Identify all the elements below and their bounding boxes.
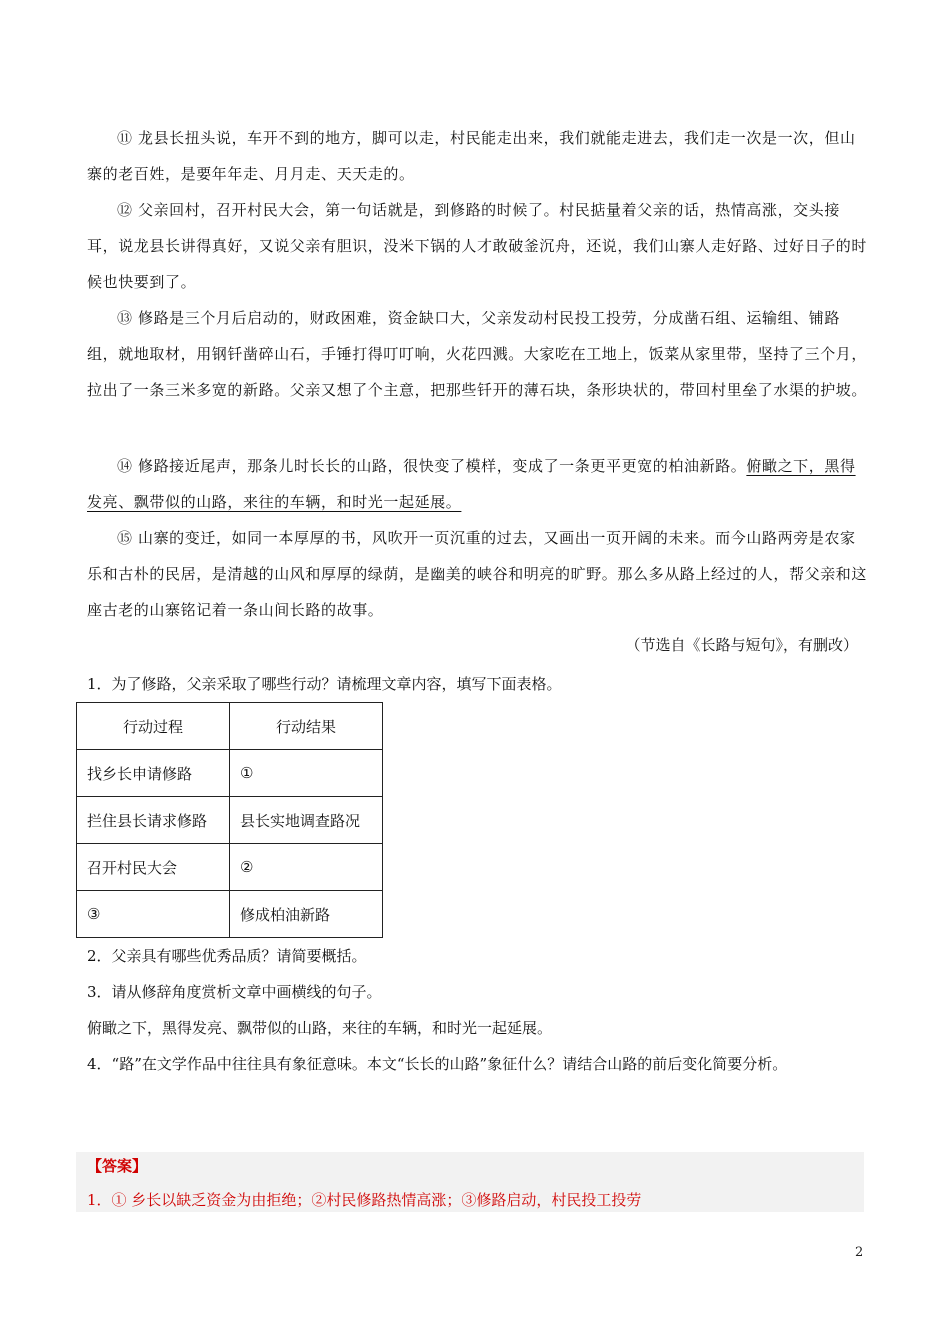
question-1: 1．为了修路，父亲采取了哪些行动？请梳理文章内容，填写下面表格。 — [87, 675, 562, 693]
paragraph-11: ⑪ 龙县长扭头说，车开不到的地方，脚可以走，村民能走出来，我们就能走进去，我们走一次是一次，但山寨的老百姓，是要年年走、月月走、天天走的。 — [87, 129, 856, 183]
paragraph-15: ⑮ 山寨的变迁，如同一本厚厚的书，风吹开一页沉重的过去，又画出一页开阔的未来。而今山路两旁是农家乐和古朴的民居，是清越的山风和厚厚的绿荫，是幽美的峡谷和明亮的旷野。那么多从路上经过的人，帮父亲和这座古老的山寨铭记着一条山间长路的故事。 — [87, 529, 868, 619]
table-cell: 找乡长申请修路 — [77, 750, 230, 797]
table-header-cell: 行动结果 — [230, 703, 383, 750]
paragraph-12: ⑫ 父亲回村，召开村民大会，第一句话就是，到修路的时候了。村民掂量着父亲的话，热情高涨，交头接耳，说龙县长讲得真好，又说父亲有胆识，没米下锅的人才敢破釜沉舟，还说，我们山寨人走好路、过好日子的时候也快要到了。 — [87, 201, 868, 291]
table-cell: 召开村民大会 — [77, 844, 230, 891]
answer-1: 1．① 乡长以缺乏资金为由拒绝；②村民修路热情高涨；③修路启动，村民投工投劳 — [87, 1191, 642, 1209]
table-header-cell: 行动过程 — [77, 703, 230, 750]
source-citation: （节选自《长路与短句》，有删改） — [625, 636, 858, 654]
answer-tag: 【答案】 — [87, 1157, 148, 1175]
question-3: 3．请从修辞角度赏析文章中画横线的句子。 — [87, 983, 382, 1001]
question-3-sentence: 俯瞰之下，黑得发亮、飘带似的山路，来往的车辆，和时光一起延展。 — [87, 1019, 553, 1037]
paragraph-14-lead: ⑭ 修路接近尾声，那条儿时长长的山路，很快变了模样，变成了一条更平更宽的柏油新路。 — [117, 457, 747, 475]
table-cell: 县长实地调查路况 — [230, 797, 383, 844]
question-4: 4．“路”在文学作品中往往具有象征意味。本文“长长的山路”象征什么？请结合山路的前后变化简要分析。 — [87, 1055, 788, 1073]
paragraph-13: ⑬ 修路是三个月后启动的，财政困难，资金缺口大，父亲发动村民投工投劳，分成凿石组、运输组、铺路组，就地取材，用钢钎凿碎山石，手锤打得叮叮响，火花四溅。大家吃在工地上，饭菜从家里带，坚持了三个月，拉出了一条三米多宽的新路。父亲又想了个主意，把那些钎开的薄石块，条形块状的，带回村里垒了水渠的护坡。 — [87, 309, 868, 399]
question-2: 2．父亲具有哪些优秀品质？请简要概括。 — [87, 947, 367, 965]
table-row — [77, 797, 383, 844]
table-cell: 修成柏油新路 — [230, 891, 383, 938]
table-cell: ③ — [77, 891, 230, 938]
table-cell: 拦住县长请求修路 — [77, 797, 230, 844]
table-header-row — [77, 703, 383, 750]
underlined-sentence: 俯瞰之下，黑得发亮、飘带似的山路，来往的车辆，和时光一起延展。 — [87, 457, 856, 511]
table-row — [77, 750, 383, 797]
table-cell: ① — [230, 750, 383, 797]
table-row — [77, 844, 383, 891]
action-table — [76, 702, 383, 938]
page-number: 2 — [855, 1245, 864, 1260]
table-cell: ② — [230, 844, 383, 891]
paragraph-14 — [87, 448, 870, 520]
table-row — [77, 891, 383, 938]
